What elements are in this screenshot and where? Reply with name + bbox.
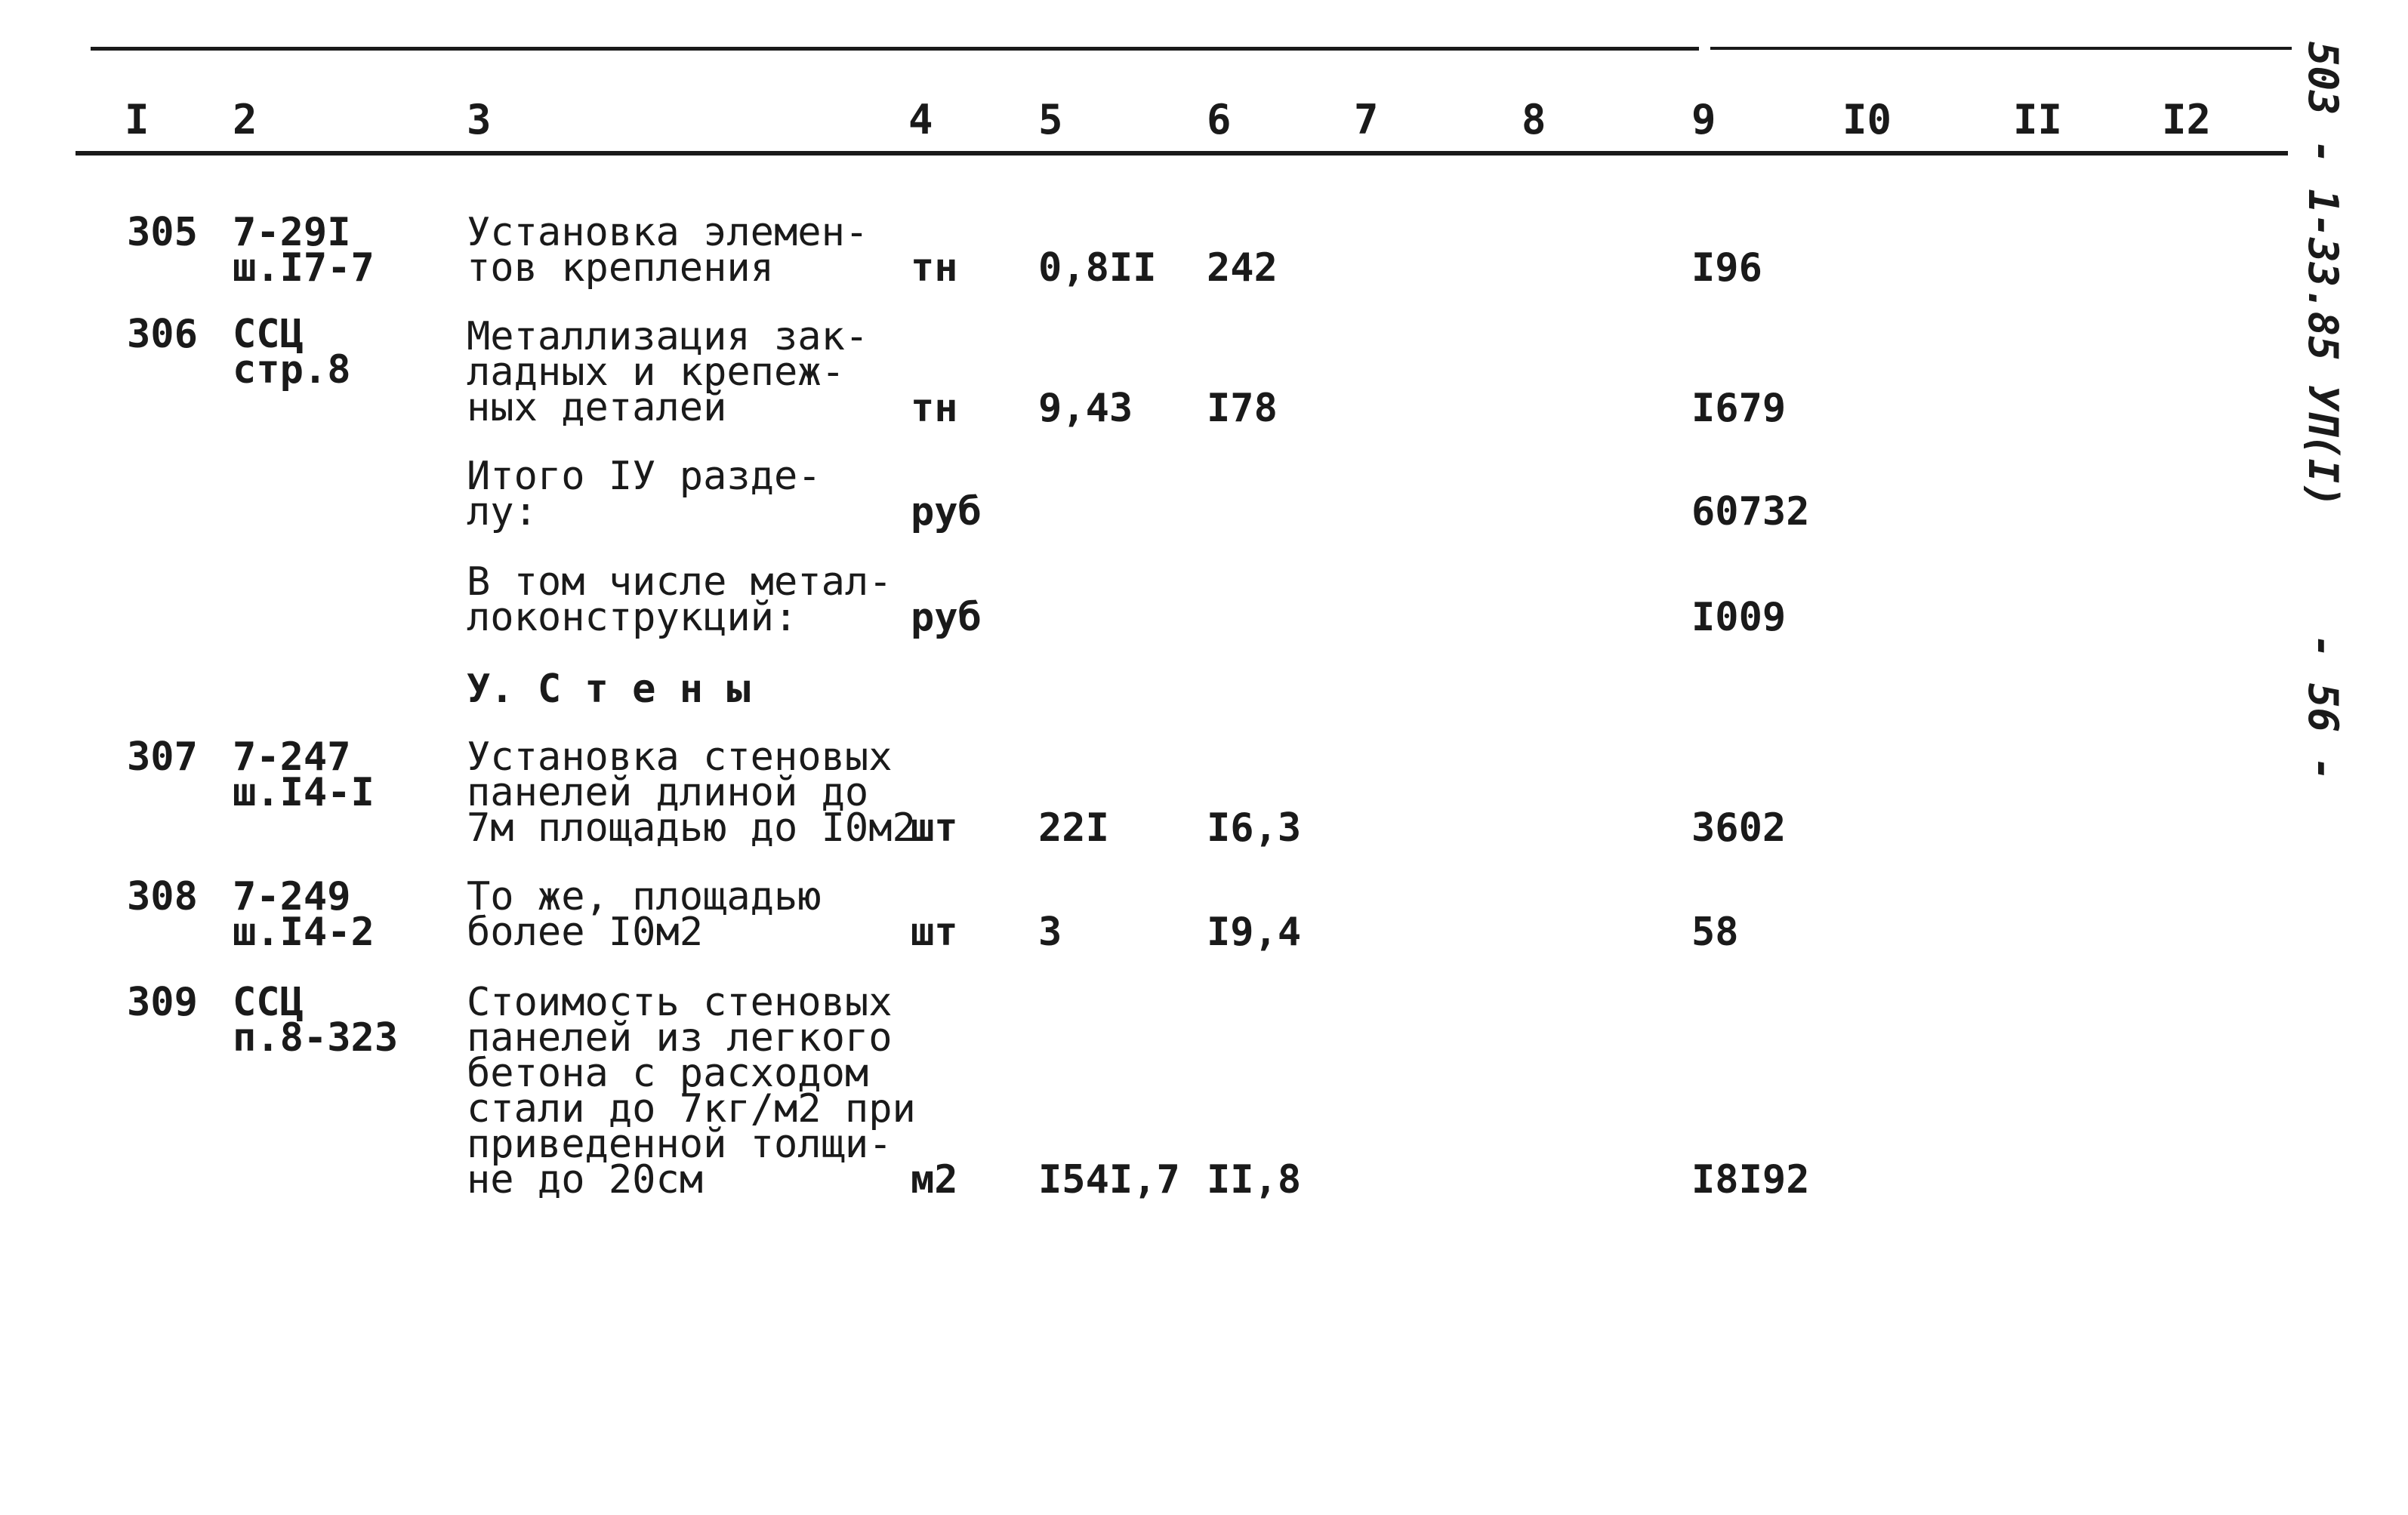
row-number: 307 xyxy=(127,734,198,780)
row-price: 242 xyxy=(1207,245,1278,291)
row-total: I009 xyxy=(1691,595,1787,640)
row-quantity: 22I xyxy=(1038,805,1109,851)
column-header-2: 2 xyxy=(233,96,257,143)
row-name: Металлизация зак- ладных и крепеж- ных деталей xyxy=(467,314,869,430)
row-total: 3602 xyxy=(1691,805,1787,851)
header-rule xyxy=(76,151,2288,156)
row-unit: шт xyxy=(911,805,958,851)
row-unit: руб xyxy=(911,595,982,640)
row-number: 306 xyxy=(127,312,198,357)
column-header-12: I2 xyxy=(2162,96,2212,143)
row-unit: тн xyxy=(911,245,958,291)
column-header-3: 3 xyxy=(467,96,492,143)
top-rule-right xyxy=(1710,47,2292,50)
column-header-10: I0 xyxy=(1842,96,1892,143)
column-header-1: I xyxy=(125,96,150,143)
row-code: 7-29I ш.I7-7 xyxy=(233,210,375,291)
row-price: I9,4 xyxy=(1207,910,1302,955)
row-name: Итого IУ разде- лу: xyxy=(467,454,822,534)
row-name: В том числе метал- локонструкций: xyxy=(467,559,893,640)
column-header-7: 7 xyxy=(1354,96,1379,143)
row-name: Стоимость стеновых панелей из легкого бетона с расходом стали до 7кг/м2 при приведенной толщи- не до 20см xyxy=(467,980,916,1202)
row-total: I8I92 xyxy=(1691,1157,1810,1202)
row-quantity: 0,8II xyxy=(1038,245,1157,291)
row-number: 309 xyxy=(127,980,198,1025)
row-unit: тн xyxy=(911,386,958,431)
column-header-5: 5 xyxy=(1038,96,1063,143)
document-code: 503 - 1-33.85 УП(I) xyxy=(2299,42,2347,508)
column-header-6: 6 xyxy=(1207,96,1232,143)
row-name: Установка элемен- тов крепления xyxy=(467,210,869,291)
row-number: 308 xyxy=(127,874,198,919)
row-total: 60732 xyxy=(1691,489,1810,534)
column-header-8: 8 xyxy=(1522,96,1546,143)
row-total: I679 xyxy=(1691,386,1787,431)
row-unit: м2 xyxy=(911,1157,958,1202)
row-unit: шт xyxy=(911,910,958,955)
column-header-4: 4 xyxy=(908,96,933,143)
row-total: 58 xyxy=(1691,910,1739,955)
row-quantity: 9,43 xyxy=(1038,386,1133,431)
row-quantity: I54I,7 xyxy=(1038,1157,1180,1202)
column-header-11: II xyxy=(2013,96,2063,143)
row-code: ССЦ п.8-323 xyxy=(233,980,399,1061)
row-number: 305 xyxy=(127,210,198,255)
row-name: Установка стеновых панелей длиной до 7м площадью до I0м2 xyxy=(467,734,916,851)
row-price: II,8 xyxy=(1207,1157,1302,1202)
row-unit: руб xyxy=(911,489,982,534)
row-quantity: 3 xyxy=(1038,910,1062,955)
row-name: То же, площадью более I0м2 xyxy=(467,874,822,955)
row-price: I6,3 xyxy=(1207,805,1302,851)
row-code: ССЦ стр.8 xyxy=(233,312,351,393)
row-price: I78 xyxy=(1207,386,1278,431)
column-header-9: 9 xyxy=(1691,96,1716,143)
row-total: I96 xyxy=(1691,245,1762,291)
page-number: - 56 - xyxy=(2299,634,2347,782)
row-code: 7-249 ш.I4-2 xyxy=(233,874,375,955)
section-heading: У. С т е н ы xyxy=(467,667,751,712)
top-rule-left xyxy=(91,47,1699,51)
row-code: 7-247 ш.I4-I xyxy=(233,734,375,815)
